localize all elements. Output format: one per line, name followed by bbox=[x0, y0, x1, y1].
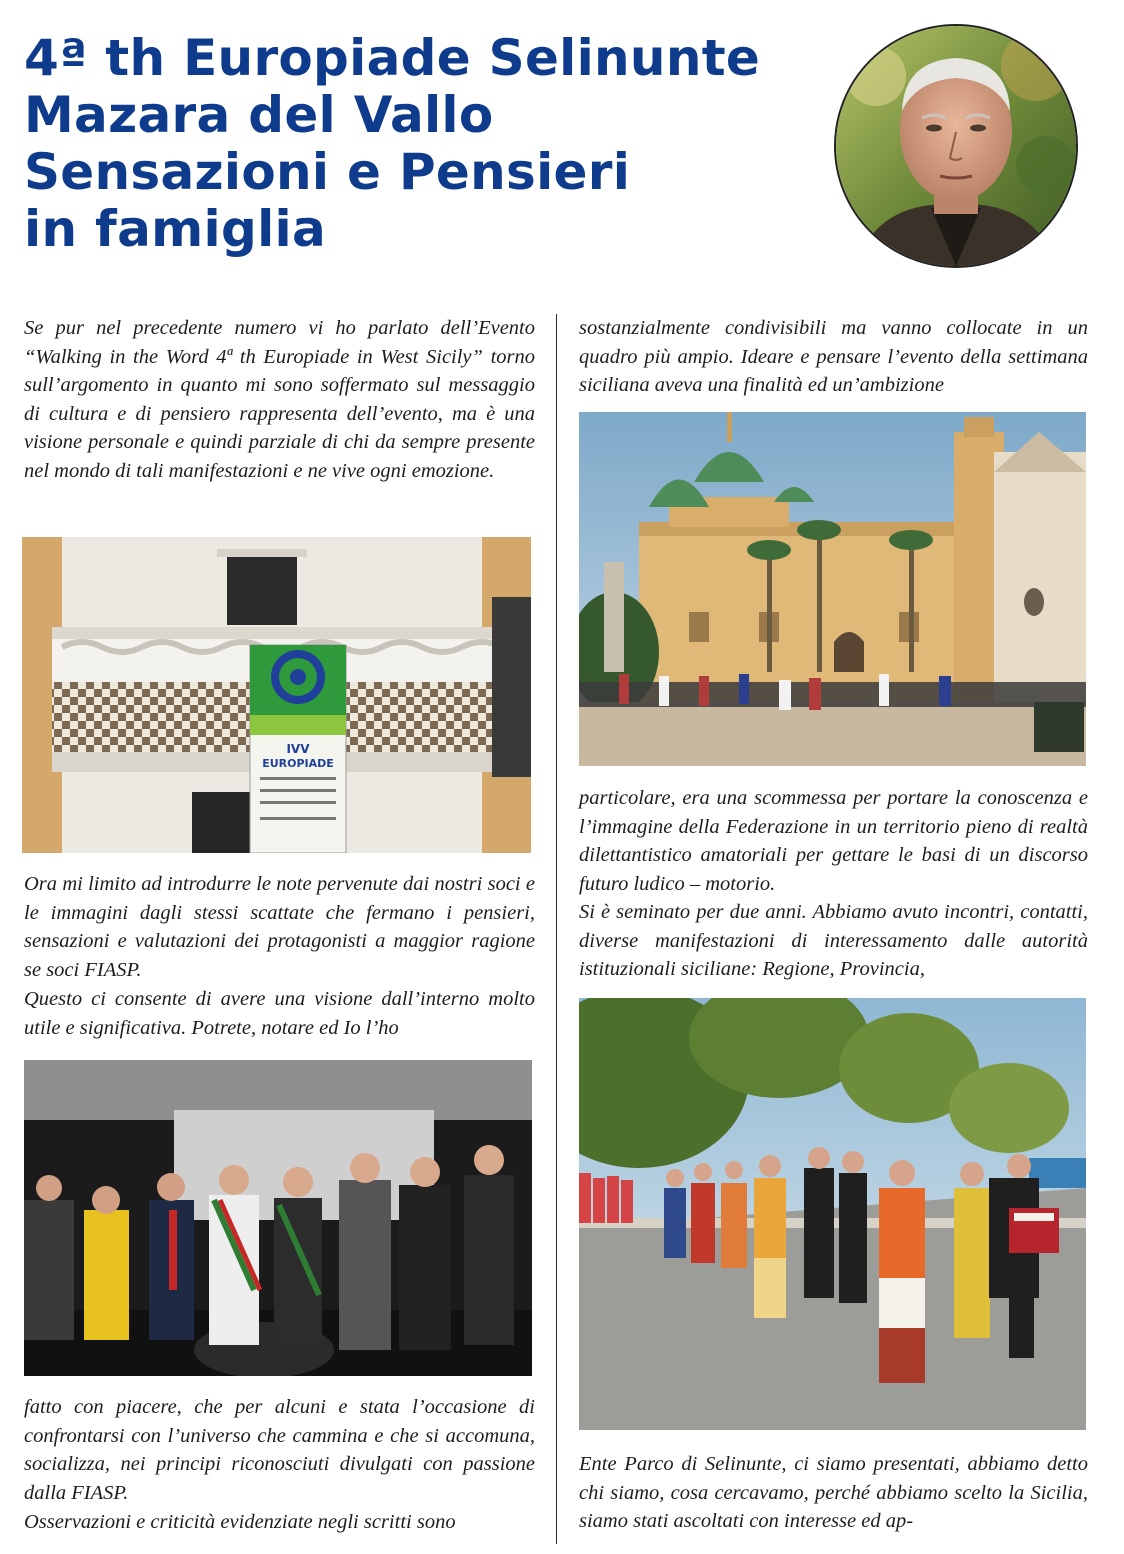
banner-text-europiade: EUROPIADE bbox=[262, 757, 334, 770]
right-paragraph-3: Si è seminato per due anni. Abbiamo avuto incontri, contatti, diverse manifestazioni di interessamento dalle autorità istituzionali siciliane: Regione, Provincia, bbox=[579, 901, 1088, 981]
photo-officials-stage bbox=[24, 1060, 532, 1376]
left-paragraph-3: Questo ci consente di avere una visione dall’interno molto utile e significativa. Potrete, notare ed Io l’ho bbox=[24, 988, 535, 1039]
right-paragraph-4: Ente Parco di Selinunte, ci siamo presentati, abbiamo detto chi siamo, cosa cercavamo, perché abbiamo scelto la Sicilia, siamo stati ascoltati con interesse ed ap- bbox=[579, 1453, 1088, 1533]
left-paragraph-2: Ora mi limito ad introdurre le note pervenute dai nostri soci e le immagini dagli stessi scattate che fermano i pensieri, sensazioni e valutazioni dei protagonisti a maggior ragione se soci FIASP. bbox=[24, 873, 535, 981]
title-line-2: Mazara del Vallo bbox=[24, 86, 494, 144]
banner-text-ivv: IVV bbox=[286, 742, 310, 756]
right-paragraph-2: particolare, era una scommessa per portare la conoscenza e l’immagine della Federazione in un territorio pieno di realtà dilettantistico amatoriali per gettare le basi di un discorso futuro ludico – motorio. bbox=[579, 787, 1088, 895]
title-line-4: in famiglia bbox=[24, 200, 326, 258]
title-line-3: Sensazioni e Pensieri bbox=[24, 143, 631, 201]
title-line-1: 4ª th Europiade Selinunte bbox=[24, 29, 761, 87]
author-portrait bbox=[834, 24, 1078, 268]
photo-building-balcony bbox=[22, 537, 531, 853]
left-paragraph-5: Osservazioni e criticità evidenziate negli scritti sono bbox=[24, 1511, 456, 1533]
left-paragraph-1: Se pur nel precedente numero vi ho parlato dell’Evento “Walking in the Word 4ª th Europiade in West Sicily” torno sull’argomento in quanto mi sono soffermato sul messaggio di cultura e di pensiero rappresenta dell’evento, ma è una visione personale e quindi parziale di chi da sempre presente nel mondo di tali manifestazioni e ne vive ogni emozione. bbox=[24, 317, 535, 482]
photo-cathedral-square bbox=[579, 412, 1086, 766]
article-title bbox=[24, 30, 814, 258]
photo-folk-parade bbox=[579, 998, 1086, 1430]
left-paragraph-4: fatto con piacere, che per alcuni e stata l’occasione di confrontarsi con l’universo che cammina e che si accomuna, socializza, nei principi riconosciuti divulgati con passione dalla FIASP. bbox=[24, 1396, 535, 1504]
column-divider bbox=[556, 314, 557, 1544]
right-paragraph-1: sostanzialmente condivisibili ma vanno collocate in un quadro più ampio. Ideare e pensare l’evento della settimana siciliana aveva una finalità ed un’ambizione bbox=[579, 317, 1088, 397]
